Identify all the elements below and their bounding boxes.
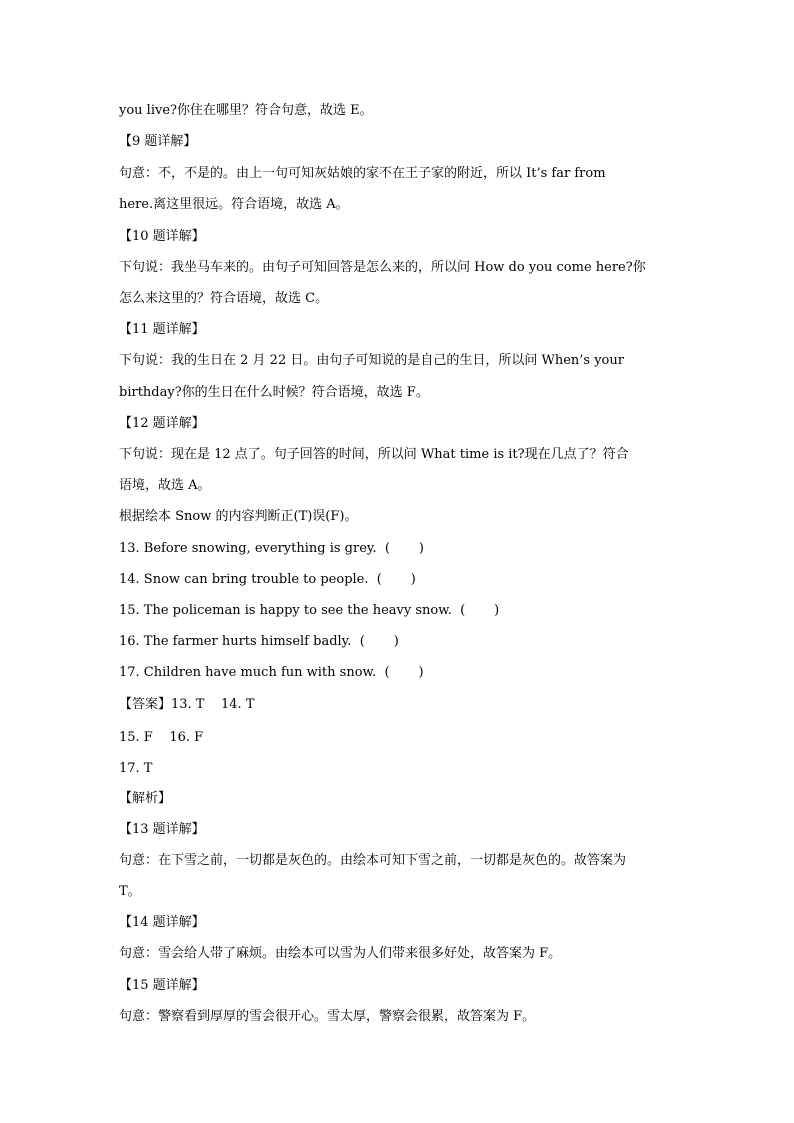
- text-line: 句意：警察看到厚厚的雪会很开心。雪太厚，警察会很累，故答案为 F。: [119, 1009, 536, 1024]
- question-16: 16. The farmer hurts himself badly. ( ): [119, 634, 399, 649]
- question-14: 14. Snow can bring trouble to people. ( ): [119, 572, 416, 587]
- question-13: 13. Before snowing, everything is grey. ( ): [119, 541, 424, 556]
- text-line: T。: [119, 884, 141, 899]
- answer-line: 【答案】13. T 14. T: [119, 697, 255, 712]
- answer-line: 15. F 16. F: [119, 730, 204, 745]
- text-line: 下句说：我坐马车来的。由句子可知回答是怎么来的，所以问 How do you come here?你: [119, 260, 646, 275]
- question-17: 17. Children have much fun with snow. ( ): [119, 665, 424, 680]
- analysis-heading: 【解析】: [119, 791, 172, 806]
- section-heading-q13: 【13 题详解】: [119, 822, 205, 837]
- text-line: 下句说：现在是 12 点了。句子回答的时间，所以问 What time is it?现在几点了？符合: [119, 447, 629, 462]
- section-heading-q11: 【11 题详解】: [119, 322, 205, 337]
- text-line: 句意：雪会给人带了麻烦。由绘本可以雪为人们带来很多好处，故答案为 F。: [119, 946, 562, 961]
- text-line: here.离这里很远。符合语境，故选 A。: [119, 197, 349, 212]
- section-heading-q15: 【15 题详解】: [119, 978, 205, 993]
- text-line: you live?你住在哪里？符合句意，故选 E。: [119, 103, 373, 118]
- text-line: birthday?你的生日在什么时候？符合语境，故选 F。: [119, 385, 429, 400]
- section-heading-q12: 【12 题详解】: [119, 416, 205, 431]
- section-heading-q9: 【9 题详解】: [119, 134, 197, 149]
- section-heading-q14: 【14 题详解】: [119, 915, 205, 930]
- instruction-line: 根据绘本 Snow 的内容判断正(T)误(F)。: [119, 509, 358, 524]
- answer-line: 17. T: [119, 761, 153, 776]
- text-line: 下句说：我的生日在 2 月 22 日。由句子可知说的是自己的生日，所以问 When’s your: [119, 353, 624, 368]
- text-line: 句意：在下雪之前，一切都是灰色的。由绘本可知下雪之前，一切都是灰色的。故答案为: [119, 853, 627, 868]
- text-line: 怎么来这里的？符合语境，故选 C。: [119, 291, 329, 306]
- text-line: 语境，故选 A。: [119, 478, 211, 493]
- text-line: 句意：不，不是的。由上一句可知灰姑娘的家不在王子家的附近，所以 It’s far from: [119, 166, 606, 181]
- section-heading-q10: 【10 题详解】: [119, 229, 205, 244]
- question-15: 15. The policeman is happy to see the heavy snow. ( ): [119, 603, 500, 618]
